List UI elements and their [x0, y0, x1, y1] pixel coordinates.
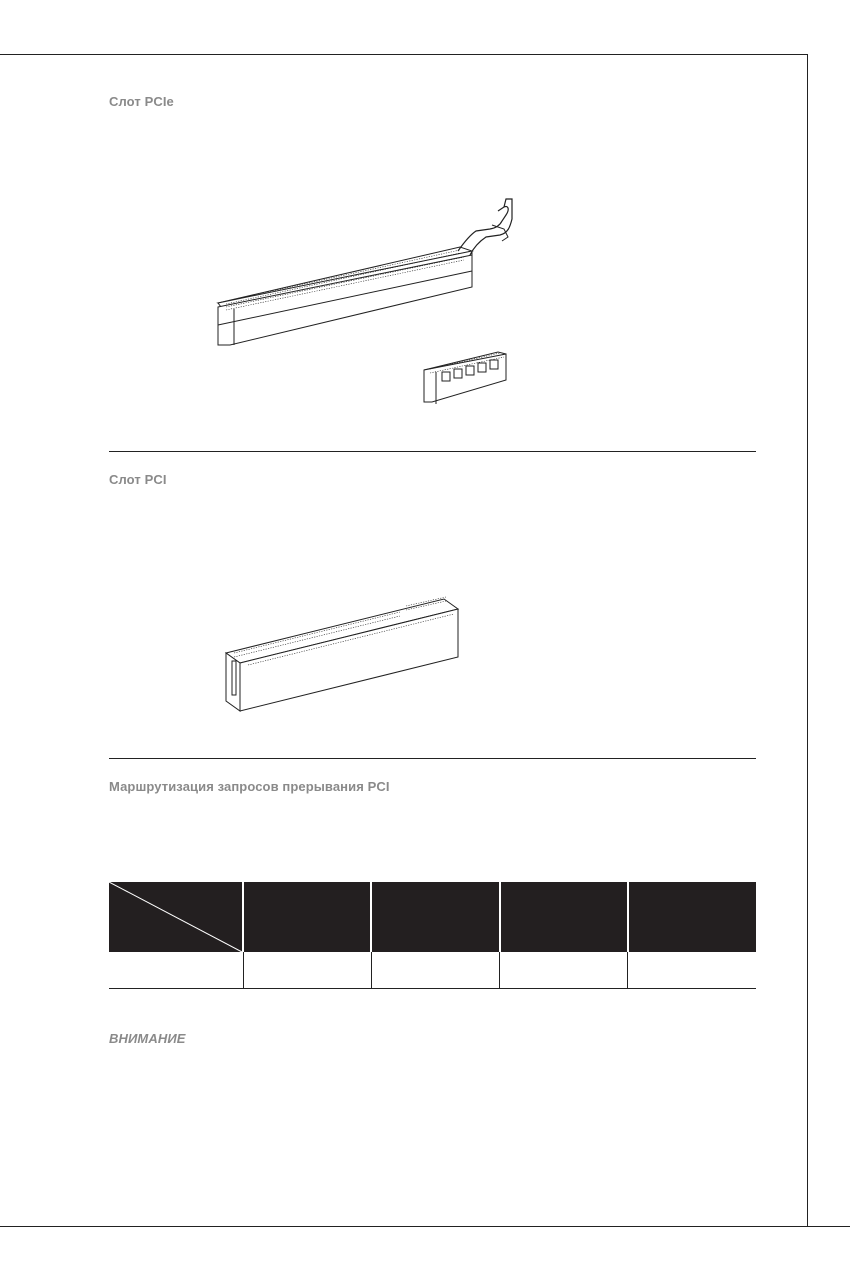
table-cell: [371, 952, 499, 989]
irq-routing-table: [109, 882, 756, 989]
irq-routing-heading: Маршрутизация запросов прерывания PCI: [109, 779, 390, 794]
table-cell: [628, 952, 756, 989]
table-corner-cell: [109, 882, 243, 952]
table-cell: [500, 952, 628, 989]
page-frame-bottom: [0, 1226, 850, 1227]
pcie-x16-slot-illustration: [210, 195, 530, 415]
page-frame-top: [0, 54, 808, 55]
table-header-cell: [628, 882, 756, 952]
pci-slot-illustration: [220, 595, 470, 720]
notice-heading: ВНИМАНИЕ: [109, 1031, 186, 1046]
pcie-heading: Слот PCIe: [109, 94, 174, 109]
page-frame-right: [807, 54, 808, 1227]
table-cell: [109, 952, 243, 989]
table-header-cell: [500, 882, 628, 952]
section-divider: [109, 758, 756, 759]
section-divider: [109, 451, 756, 452]
table-header-cell: [371, 882, 499, 952]
diagonal-line: [109, 882, 242, 952]
pci-heading: Слот PCI: [109, 472, 167, 487]
table-header-cell: [243, 882, 371, 952]
table-row: [109, 952, 756, 989]
table-cell: [243, 952, 371, 989]
table-header-row: [109, 882, 756, 952]
